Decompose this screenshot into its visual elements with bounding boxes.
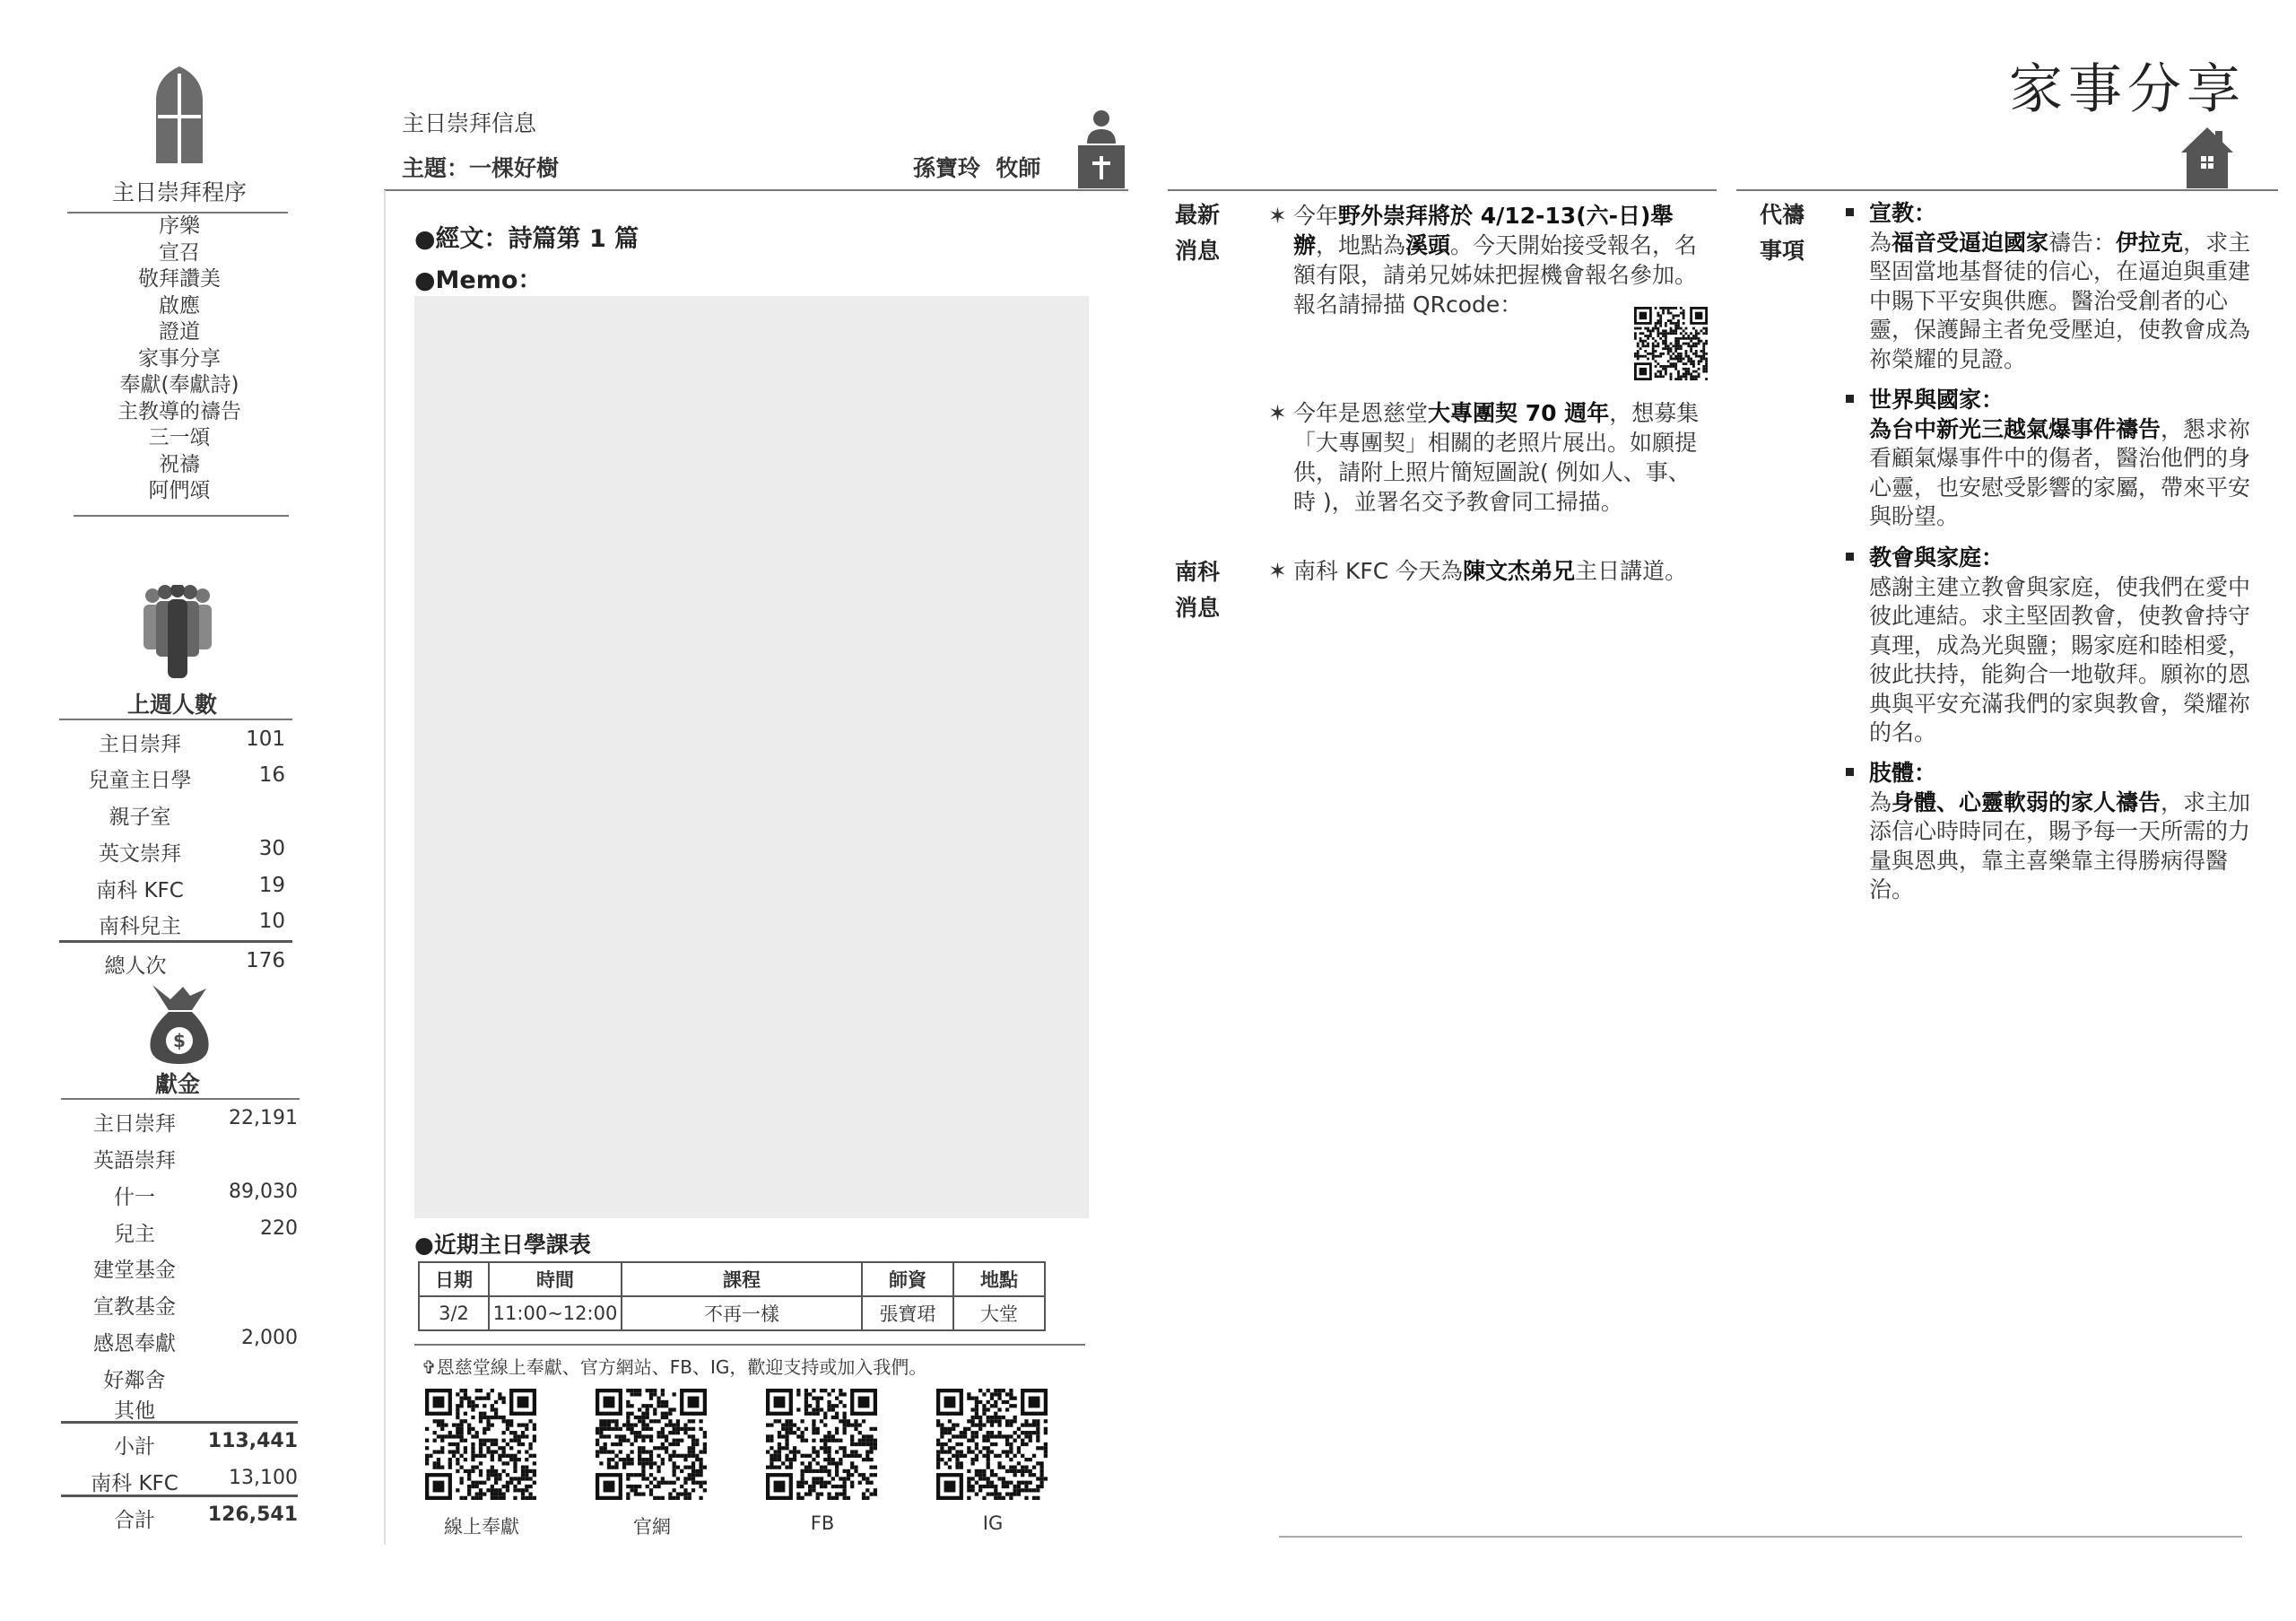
prayer-label-line: 事項 bbox=[1760, 238, 1805, 264]
program-item: 敬拜讚美 bbox=[138, 267, 221, 291]
offering-label: 建堂基金 bbox=[93, 1259, 176, 1282]
church-window-icon bbox=[154, 65, 204, 165]
qr-code-registration[interactable] bbox=[1634, 307, 1708, 380]
news-item bbox=[1268, 398, 1711, 517]
news-emphasis: 陳文杰弟兄 bbox=[1463, 558, 1576, 584]
kfc-offering-label: 南科 KFC bbox=[91, 1472, 178, 1495]
divider bbox=[1279, 1536, 2242, 1538]
offering-label: 其他 bbox=[114, 1399, 155, 1423]
prayer-text: ，求主加添信心時時同在，賜予每一天所需的力量與恩典，靠主喜樂靠主得勝病得醫治。 bbox=[1869, 789, 2251, 902]
program-item: 三一頌 bbox=[148, 426, 211, 449]
pulpit-preacher-icon bbox=[1074, 108, 1128, 190]
column-divider bbox=[384, 190, 386, 1545]
prayer-heading: 世界與國家： bbox=[1869, 387, 2005, 413]
attendance-title: 上週人數 bbox=[126, 692, 217, 718]
people-group-icon bbox=[142, 585, 213, 679]
offering-label: 兒主 bbox=[114, 1223, 155, 1246]
attendance-label: 主日崇拜 bbox=[99, 733, 181, 756]
scripture-line: ●經文：詩篇第 1 篇 bbox=[414, 225, 639, 253]
attendance-label: 親子室 bbox=[109, 806, 171, 829]
attendance-row bbox=[59, 902, 294, 938]
latest-news-label bbox=[1175, 197, 1220, 269]
house-icon bbox=[2179, 126, 2235, 190]
news-text: ，地點為 bbox=[1316, 232, 1406, 258]
prayer-text: 感謝主建立教會與家庭，使我們在愛中彼此連結。求主堅固教會，使教會持守真理，成為光與鹽；賜家庭和睦相愛，彼此扶持，能夠合一地敬拜。願祢的恩典與平安充滿我們的家與教會，榮耀祢的名。 bbox=[1869, 573, 2251, 745]
prayer-text: ，求主堅固當地基督徒的信心，在逼迫與重建中賜下平安與供應。醫治受創者的心靈，保護歸主者免受壓迫，使教會成為祢榮耀的見證。 bbox=[1869, 229, 2251, 372]
divider bbox=[414, 1344, 1085, 1346]
total-row bbox=[63, 1496, 298, 1532]
attendance-label: 南科 KFC bbox=[96, 879, 184, 902]
attendance-total-label: 總人次 bbox=[104, 954, 167, 978]
prayer-heading: 宣教： bbox=[1869, 200, 1937, 226]
prayer-body bbox=[1869, 789, 2264, 905]
attendance-label: 兒童主日學 bbox=[88, 769, 192, 792]
square-bullet-icon bbox=[1846, 768, 1854, 776]
offering-label: 主日崇拜 bbox=[93, 1112, 176, 1136]
attendance-value: 101 bbox=[246, 728, 285, 751]
attendance-row bbox=[59, 720, 294, 756]
prayer-item bbox=[1869, 386, 2264, 532]
divider bbox=[1736, 189, 2278, 191]
page-title: 家事分享 bbox=[2009, 58, 2246, 121]
table-cell: 11:00~12:00 bbox=[489, 1296, 622, 1330]
offering-value: 89,030 bbox=[229, 1181, 298, 1203]
preacher-name: 孫寶玲 牧師 bbox=[913, 155, 1041, 181]
prayer-item bbox=[1869, 759, 2264, 905]
money-bag-icon bbox=[144, 983, 215, 1066]
square-bullet-icon bbox=[1846, 553, 1854, 561]
nanke-news-label-line: 消息 bbox=[1175, 595, 1221, 621]
memo-area[interactable] bbox=[414, 296, 1089, 1218]
offering-row bbox=[63, 1387, 298, 1423]
program-item: 祝禱 bbox=[159, 452, 200, 476]
qr-code-fb[interactable] bbox=[766, 1389, 877, 1500]
offering-row bbox=[63, 1283, 298, 1319]
program-item: 家事分享 bbox=[138, 346, 221, 370]
table-cell: 3/2 bbox=[419, 1296, 489, 1330]
news-text: 主日講道。 bbox=[1575, 558, 1688, 584]
prayer-heading: 肢體： bbox=[1869, 760, 1937, 786]
nanke-news-label bbox=[1175, 554, 1220, 626]
memo-label: ●Memo： bbox=[414, 266, 543, 294]
news-text: 今年是恩慈堂 bbox=[1293, 400, 1429, 426]
offering-value: 2,000 bbox=[241, 1327, 298, 1349]
offering-row bbox=[63, 1246, 298, 1282]
program-list bbox=[67, 214, 291, 505]
star-icon: ✶ bbox=[1268, 558, 1287, 584]
program-item: 啟應 bbox=[159, 293, 200, 318]
attendance-row bbox=[59, 756, 294, 792]
news-text: 。今天開始接受報名，名額有限，請弟兄姊妹把握機會報名參加。報名請掃描 QRcode： bbox=[1293, 232, 1698, 318]
offering-label: 什一 bbox=[114, 1186, 155, 1209]
prayer-emphasis: 為台中新光三越氣爆事件禱告 bbox=[1869, 415, 2161, 442]
prayer-text: ，懇求祢看顧氣爆事件中的傷者，醫治他們的身心靈，也安慰受影響的家屬，帶來平安與盼望。 bbox=[1869, 415, 2251, 529]
kfc-offering-value: 13,100 bbox=[229, 1467, 298, 1489]
divider bbox=[384, 189, 1128, 191]
attendance-label: 南科兒主 bbox=[99, 915, 181, 938]
program-item: 序樂 bbox=[159, 214, 200, 238]
offering-title: 獻金 bbox=[154, 1071, 200, 1097]
qr-code-ig[interactable] bbox=[936, 1389, 1048, 1500]
news-item bbox=[1268, 556, 1688, 586]
program-item: 主教導的禱告 bbox=[117, 399, 241, 423]
prayer-emphasis: 伊拉克 bbox=[2116, 229, 2184, 256]
attendance-value: 10 bbox=[258, 910, 285, 933]
star-icon: ✶ bbox=[1268, 203, 1287, 229]
news-item bbox=[1268, 201, 1711, 319]
table-row bbox=[419, 1296, 1045, 1330]
subtotal-label: 小計 bbox=[114, 1435, 155, 1459]
table-cell: 大堂 bbox=[953, 1296, 1045, 1330]
prayer-text: 為 bbox=[1869, 229, 1892, 256]
sunday-school-schedule-table bbox=[418, 1261, 1046, 1331]
qr-label-fb: FB bbox=[810, 1512, 835, 1534]
prayer-label bbox=[1760, 197, 1805, 269]
program-item: 阿們頌 bbox=[148, 479, 211, 502]
prayer-emphasis: 身體、心靈軟弱的家人禱告 bbox=[1892, 789, 2161, 815]
offering-label: 好鄰舍 bbox=[103, 1369, 166, 1392]
prayer-body bbox=[1869, 229, 2264, 375]
program-item: 宣召 bbox=[159, 240, 200, 265]
dollar-badge: $ bbox=[173, 1030, 186, 1051]
latest-news-label-line: 最新 bbox=[1175, 202, 1221, 228]
news-emphasis: 野外崇拜將於 4/12-13(六-日)舉辦 bbox=[1293, 203, 1674, 258]
prayer-label-line: 代禱 bbox=[1760, 202, 1805, 228]
attendance-row bbox=[59, 793, 294, 829]
attendance-value: 30 bbox=[258, 837, 285, 860]
news-text: 南科 KFC 今天為 bbox=[1293, 558, 1464, 584]
offering-row bbox=[63, 1320, 298, 1355]
attendance-total-value: 176 bbox=[246, 949, 285, 972]
square-bullet-icon bbox=[1846, 395, 1854, 403]
subtotal-row bbox=[63, 1423, 298, 1459]
offering-row bbox=[63, 1137, 298, 1172]
star-icon: ✶ bbox=[1268, 400, 1287, 426]
prayer-text: 為 bbox=[1869, 789, 1892, 815]
attendance-label: 英文崇拜 bbox=[99, 842, 181, 866]
qr-label-offering: 線上奉獻 bbox=[444, 1516, 519, 1538]
offering-value: 22,191 bbox=[229, 1107, 298, 1129]
qr-code-offering[interactable] bbox=[425, 1389, 536, 1500]
offering-row bbox=[63, 1173, 298, 1209]
attendance-value: 19 bbox=[258, 874, 285, 897]
table-header-cell: 日期 bbox=[419, 1262, 489, 1296]
offering-row bbox=[63, 1100, 298, 1136]
news-text: ，想募集「大專團契」相關的老照片展出。如願提供，請附上照片簡短圖說( 例如人、事、時 )，並署名交予教會同工掃描。 bbox=[1293, 400, 1700, 515]
prayer-item bbox=[1869, 544, 2264, 748]
prayer-body bbox=[1869, 573, 2264, 748]
schedule-title: ●近期主日學課表 bbox=[414, 1232, 591, 1258]
qr-label-ig: IG bbox=[982, 1512, 1004, 1534]
news-text: 今年 bbox=[1293, 203, 1339, 229]
attendance-row bbox=[59, 867, 294, 902]
offering-label: 宣教基金 bbox=[93, 1295, 176, 1319]
sermon-topic: 主題：一棵好樹 bbox=[402, 155, 560, 181]
program-item: 證道 bbox=[159, 320, 200, 344]
table-header-cell: 課程 bbox=[622, 1262, 862, 1296]
prayer-body bbox=[1869, 415, 2264, 532]
online-note: ✞恩慈堂線上奉獻、官方網站、FB、IG，歡迎支持或加入我們。 bbox=[422, 1356, 927, 1378]
subtotal-value: 113,441 bbox=[207, 1430, 298, 1452]
offering-label: 感恩奉獻 bbox=[93, 1332, 176, 1355]
news-emphasis: 大專團契 70 週年 bbox=[1428, 400, 1610, 426]
offering-label: 英語崇拜 bbox=[93, 1149, 176, 1172]
attendance-value: 16 bbox=[258, 763, 285, 787]
prayer-text: 禱告： bbox=[2048, 229, 2117, 256]
square-bullet-icon bbox=[1846, 208, 1854, 216]
program-item: 奉獻(奉獻詩) bbox=[119, 373, 239, 397]
kfc-offering-row bbox=[63, 1460, 298, 1495]
qr-label-website: 官網 bbox=[633, 1516, 671, 1538]
table-cell: 張寶珺 bbox=[862, 1296, 953, 1330]
worship-header-label: 主日崇拜信息 bbox=[402, 110, 537, 136]
news-emphasis: 溪頭 bbox=[1405, 232, 1451, 258]
prayer-heading: 教會與家庭： bbox=[1869, 545, 2005, 571]
latest-news-label-line: 消息 bbox=[1175, 238, 1221, 264]
table-cell: 不再一樣 bbox=[622, 1296, 862, 1330]
table-header-cell: 時間 bbox=[489, 1262, 622, 1296]
table-header-row bbox=[419, 1262, 1045, 1296]
attendance-total-row bbox=[59, 942, 294, 978]
program-title: 主日崇拜程序 bbox=[111, 179, 247, 205]
attendance-row bbox=[59, 830, 294, 866]
total-label: 合計 bbox=[114, 1509, 155, 1532]
nanke-news-label-line: 南科 bbox=[1175, 559, 1221, 585]
table-header-cell: 地點 bbox=[953, 1262, 1045, 1296]
table-header-cell: 師資 bbox=[862, 1262, 953, 1296]
qr-code-website[interactable] bbox=[596, 1389, 707, 1500]
prayer-emphasis: 福音受逼迫國家 bbox=[1892, 229, 2049, 256]
prayer-item bbox=[1869, 199, 2264, 374]
offering-row bbox=[63, 1210, 298, 1246]
divider bbox=[74, 515, 289, 517]
offering-value: 220 bbox=[260, 1217, 298, 1240]
divider bbox=[1168, 189, 1717, 191]
total-value: 126,541 bbox=[207, 1503, 298, 1526]
